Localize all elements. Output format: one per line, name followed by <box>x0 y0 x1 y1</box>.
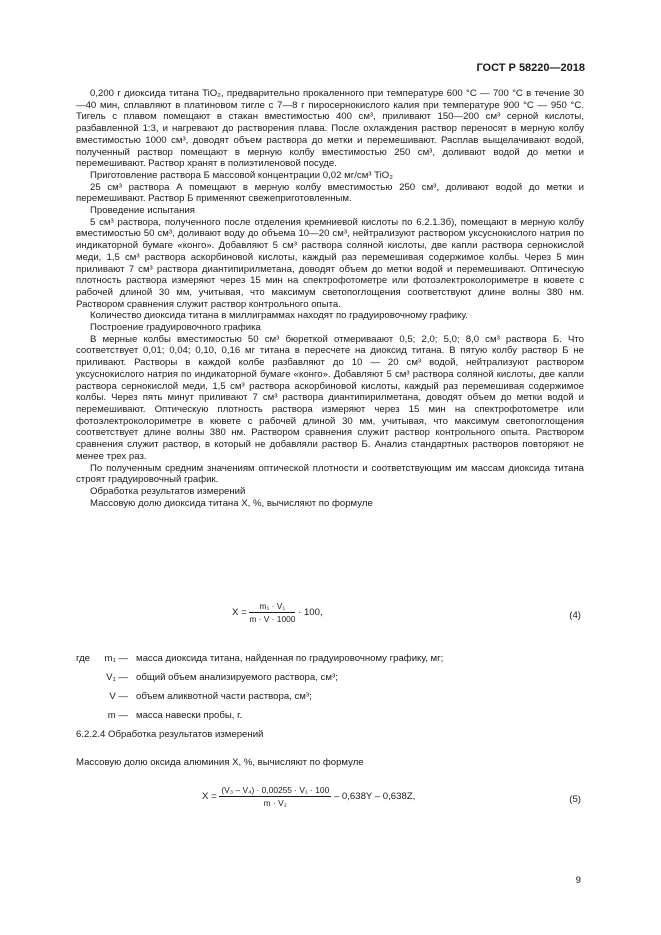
standard-header: ГОСТ Р 58220—2018 <box>476 62 585 74</box>
paragraph-processing-title: Обработка результатов измерений <box>90 485 246 497</box>
where-lead: где <box>76 653 91 664</box>
paragraph-solution-b-title: Приготовление раствора Б массовой концентрации 0,02 мг/см³ TiO₂ <box>90 169 393 181</box>
formula-4-lhs: X = <box>232 607 247 619</box>
paragraph-solution-b: 25 см³ раствора А помещают в мерную колбу вместимостью 250 см³, доливают водой до метки и перемешивают. Раствор Б применяют свежеприготовленным. <box>76 181 584 205</box>
formula-5-tail: – 0,638Y – 0,638Z, <box>333 791 416 803</box>
formula-4-number: (4) <box>569 610 581 621</box>
formula-4-tail: · 100, <box>298 607 323 619</box>
section-heading: 6.2.2.4 Обработка результатов измерений <box>76 729 264 740</box>
paragraph-test-title: Проведение испытания <box>90 205 195 217</box>
page-number: 9 <box>575 875 581 886</box>
formula-5-number: (5) <box>569 794 581 805</box>
formula-4-numerator: m₁ · V₁ <box>249 601 295 613</box>
formula-5-denominator: m · V₂ <box>263 798 287 808</box>
body-text <box>76 88 584 509</box>
paragraph-formula-intro: Массовую долю диоксида титана X, %, вычисляют по формуле <box>90 497 373 509</box>
paragraph-quantity: Количество диоксида титана в миллиграммах находят по градуировочному графику. <box>90 310 468 322</box>
paragraph-calibration-title: Построение градуировочного графика <box>90 322 261 334</box>
formula-5-numerator: (V₃ – V₄) · 0,00255 · V₁ · 100 <box>221 785 330 795</box>
formula-5-lhs: X = <box>202 791 217 803</box>
paragraph-solution-a: 0,200 г диоксида титана TiO₂, предварительно прокаленного при температуре 600 °С — 700 °С в течение 30—40 мин, сплавляют в платиновом тигле с 7—8 г пиросернокислого калия при температуре 900 °С — 950 °С. Тигель с плавом помещают в стакан вместимостью 400 см³, приливают 150—200 см³ серной кислоты, разбавленной 1:3, и нагревают до растворения плава. После охлаждения раствор переносят в мерную колбу вместимостью 1000 см³, доводят объем раствора до метки и перемешивают. Расплав выщелачивают водой, полученный раствор помещают в мерную колбу вместимостью 250 см³, доливают водой до метки и перемешивают. Раствор хранят в полиэтиленовой посуде. <box>76 88 584 170</box>
definition-symbol: m — <box>107 710 128 721</box>
definition-text: общий объем анализируемого раствора, см³; <box>136 672 338 683</box>
formula-4 <box>232 601 323 624</box>
paragraph-test: 5 см³ раствора, полученного после отделения кремниевой кислоты по 6.2.1.3б), помещают в мерную колбу вместимостью 50 см³, доливают воду до объема 10—20 см³, нейтрализуют раствором уксуснокислого натрия по индикаторной бумаге «конго». Добавляют 5 см³ раствора соляной кислоты, две капли раствора сернокислой меди, 1,5 см³ раствора аскорбиновой кислоты, каждый раз перемешивая содержимое колбы. Через 5 мин приливают 7 см³ раствора диантипирилметана, доводят объем до метки водой и перемешивают. Оптическую плотность раствора измеряют через 15 мин на спектрофотометре или фотоэлектроколориметре в кювете с рабочей длиной 30 мм, учитывая, что максимум светопоглощения соответствуют длине волны 380 нм. Раствором сравнения служит раствор контрольного опыта. <box>76 216 584 310</box>
paragraph-graph: По полученным средним значениям оптической плотности и соответствующим им массам диоксида титана строят градуировочный график. <box>76 462 584 486</box>
definition-symbol: m₁ — <box>104 653 128 664</box>
formula-5-fraction <box>219 785 331 808</box>
definition-text: объем аликвотной части раствора, см³; <box>136 691 312 702</box>
formula-4-denominator: m · V · 1000 <box>249 614 296 624</box>
definition-text: масса навески пробы, г. <box>136 710 243 721</box>
formula-5 <box>202 785 415 808</box>
formula-4-fraction <box>249 601 295 624</box>
paragraph-calibration: В мерные колбы вместимостью 50 см³ бюреткой отмериваают 0,5; 2,0; 5,0; 8,0 см³ раствора Б. Что соответствует 0,01; 0,04; 0,10, 0,16 мг титана в пересчете на диоксид титана. В пятую колбу раствор Б не приливают. Растворы в каждой колбе разбавляют до 10 — 20 см³ водой, нейтрализуют раствором уксуснокислого натрия по индикаторной бумаге «конго». Добавляют 5 см³ раствора соляной кислоты, две капли раствора сернокислой меди, 1,5 см³ раствора аскорбиновой кислоты, каждый раз перемешивая содержимое колбы. Через пять минут приливают 7 см³ раствора диантипирилметана, доводят объем до метки водой и перемешивают. Оптическую плотность раствора измеряют через 15 мин на спектрофотометре или фотоэлектроколориметре в кювете с рабочей длиной 30 мм, учитывая, что максимум светопоглощения соответствует длине волны 380 нм. Раствором сравнения служит раствор контрольного опыта. Раствором сравнения служит раствор, в который не добавляли раствор Б. Анализ стандартных растворов повторяют не менее трех раз. <box>76 333 584 462</box>
alumina-formula-intro: Массовую долю оксида алюминия X, %, вычисляют по формуле <box>76 757 364 768</box>
definition-symbol: V₁ — <box>106 672 128 683</box>
definition-symbol: V — <box>109 691 128 702</box>
definition-text: масса диоксида титана, найденная по градуировочному графику, мг; <box>136 653 444 664</box>
